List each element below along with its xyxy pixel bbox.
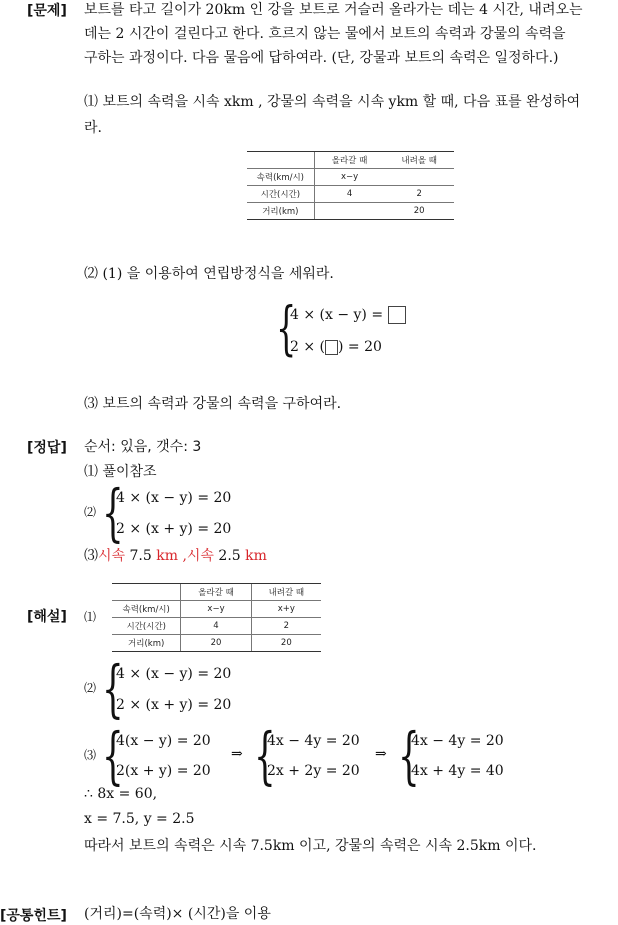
table-cell: x−y [181, 601, 251, 618]
explanation-3-equation-b1: 4x − 4y = 20 [267, 733, 360, 749]
table-row-label: 속력(km/시) [112, 601, 181, 618]
hint-tag: [공통힌트] [0, 908, 67, 924]
blank-equation-2: 2 × ( ) = 20 [290, 339, 382, 355]
result-line: x = 7.5, y = 2.5 [84, 811, 195, 827]
table-row-label: 시간(시간) [247, 186, 314, 203]
explanation-2-equation-1: 4 × (x − y) = 20 [116, 666, 232, 682]
table-cell [247, 152, 314, 169]
explanation-3-label: ⑶ [84, 748, 97, 762]
table-row-label: 시간(시간) [112, 618, 181, 635]
answer-3: ⑶시속 7.5 km ,시속 2.5 km [84, 548, 267, 564]
explanation-2-label: ⑵ [84, 681, 97, 695]
explanation-1-label: ⑴ [84, 610, 97, 624]
question-1-line-2: 라. [84, 120, 102, 136]
implies-arrow-icon: ⇒ [231, 746, 243, 762]
explanation-3-equation-c1: 4x − 4y = 20 [411, 733, 504, 749]
left-brace-icon: { [102, 652, 124, 725]
explanation-3-equation-a2: 2(x + y) = 20 [116, 763, 211, 779]
answer-tag: [정답] [27, 440, 67, 456]
answer-1: ⑴ 풀이참조 [84, 464, 157, 480]
table-cell [384, 169, 454, 186]
explanation-table [112, 583, 321, 652]
answer-2-equation-2: 2 × (x + y) = 20 [116, 521, 232, 537]
table-cell [112, 584, 181, 601]
table-row-label: 거리(km) [112, 635, 181, 652]
answer-2-equation-1: 4 × (x − y) = 20 [116, 490, 232, 506]
therefore-line: ∴ 8x = 60, [84, 786, 158, 802]
table-row-label: 거리(km) [247, 203, 314, 220]
table-cell: x−y [314, 169, 384, 186]
table-header-down: 내려올 때 [384, 152, 454, 169]
explanation-2-equation-2: 2 × (x + y) = 20 [116, 697, 232, 713]
table-header-down: 내려갈 때 [251, 584, 321, 601]
problem-tag: [문제] [27, 3, 67, 19]
left-brace-icon: { [254, 719, 276, 792]
problem-line-2: 데는 2 시간이 걸린다고 한다. 흐르지 않는 물에서 보트의 속력과 강물의 속력을 [84, 26, 566, 42]
problem-line-1: 보트를 타고 길이가 20km 인 강을 보트로 거슬러 올라가는 데는 4 시간, 내려오는 [84, 2, 583, 18]
explanation-tag: [해설] [27, 609, 67, 625]
question-2: ⑵ (1) 을 이용하여 연립방정식을 세워라. [84, 266, 334, 282]
explanation-3-equation-b2: 2x + 2y = 20 [267, 763, 360, 779]
hint-text: (거리)=(속력)× (시간)을 이용 [84, 906, 271, 922]
table-cell [314, 203, 384, 220]
table-cell: 4 [181, 618, 251, 635]
table-cell: 2 [384, 186, 454, 203]
table-cell: 4 [314, 186, 384, 203]
table-row-label: 속력(km/시) [247, 169, 314, 186]
left-brace-icon: { [102, 719, 124, 792]
table-cell: 2 [251, 618, 321, 635]
conclusion-line: 따라서 보트의 속력은 시속 7.5km 이고, 강물의 속력은 시속 2.5km 이다. [84, 838, 537, 854]
blank-equation-1: 4 × (x − y) = [290, 306, 406, 324]
left-brace-icon: { [398, 719, 420, 792]
table-cell: x+y [251, 601, 321, 618]
answer-order-count: 순서: 있음, 갯수: 3 [84, 439, 202, 455]
implies-arrow-icon: ⇒ [375, 746, 387, 762]
table-cell: 20 [181, 635, 251, 652]
table-cell: 20 [251, 635, 321, 652]
table-header-up: 올라갈 때 [314, 152, 384, 169]
problem-line-3: 구하는 과정이다. 다음 물음에 답하여라. (단, 강물과 보트의 속력은 일정하다.) [84, 50, 559, 66]
explanation-3-equation-c2: 4x + 4y = 40 [411, 763, 504, 779]
explanation-3-equation-a1: 4(x − y) = 20 [116, 733, 211, 749]
left-brace-icon: { [276, 294, 297, 362]
table-header-up: 올라갈 때 [181, 584, 251, 601]
answer-2-label: ⑵ [84, 505, 97, 519]
question-1-line-1: ⑴ 보트의 속력을 시속 xkm , 강물의 속력을 시속 ykm 할 때, 다음 표를 완성하여 [84, 94, 581, 110]
table-cell: 20 [384, 203, 454, 220]
answer-blank-box[interactable] [325, 340, 338, 355]
left-brace-icon: { [102, 476, 124, 549]
question-3: ⑶ 보트의 속력과 강물의 속력을 구하여라. [84, 396, 342, 412]
question-table [247, 151, 454, 220]
answer-blank-box[interactable] [388, 306, 406, 324]
